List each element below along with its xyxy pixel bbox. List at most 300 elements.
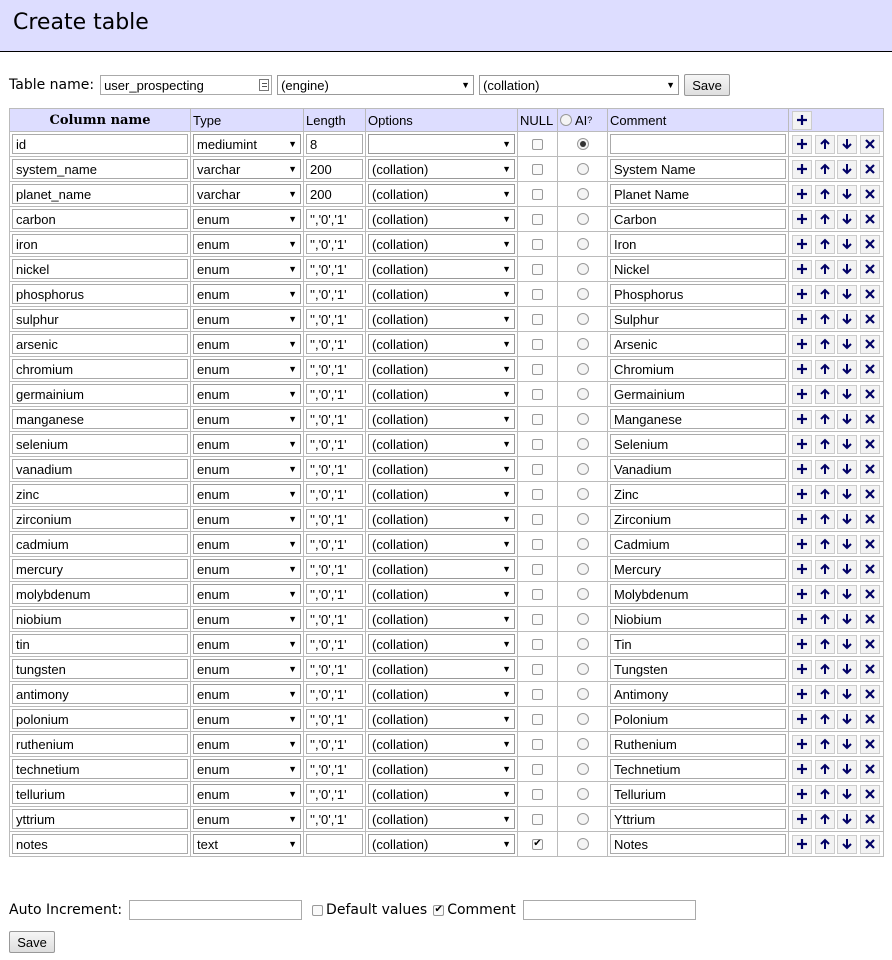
- column-name-input[interactable]: notes: [12, 834, 188, 854]
- auto-increment-radio[interactable]: [577, 413, 589, 425]
- column-comment-input[interactable]: Sulphur: [610, 309, 786, 329]
- move-down-button[interactable]: [837, 685, 857, 704]
- column-name-input[interactable]: polonium: [12, 709, 188, 729]
- move-up-button[interactable]: [815, 460, 835, 479]
- column-name-input[interactable]: chromium: [12, 359, 188, 379]
- auto-increment-radio[interactable]: [577, 463, 589, 475]
- length-input[interactable]: '','0','1': [306, 259, 363, 279]
- null-checkbox[interactable]: [532, 239, 543, 250]
- options-select[interactable]: (collation) ▼: [368, 359, 515, 379]
- type-select[interactable]: varchar ▼: [193, 159, 301, 179]
- column-comment-input[interactable]: Cadmium: [610, 534, 786, 554]
- type-select[interactable]: enum ▼: [193, 634, 301, 654]
- move-down-button[interactable]: [837, 260, 857, 279]
- move-down-button[interactable]: [837, 335, 857, 354]
- remove-row-button[interactable]: [860, 485, 880, 504]
- add-row-button[interactable]: [792, 360, 812, 379]
- add-row-button[interactable]: [792, 260, 812, 279]
- auto-increment-radio[interactable]: [577, 338, 589, 350]
- add-row-button[interactable]: [792, 185, 812, 204]
- move-up-button[interactable]: [815, 335, 835, 354]
- move-up-button[interactable]: [815, 485, 835, 504]
- add-row-button[interactable]: [792, 210, 812, 229]
- column-comment-input[interactable]: Ruthenium: [610, 734, 786, 754]
- column-name-input[interactable]: phosphorus: [12, 284, 188, 304]
- ai-help-link[interactable]: ?: [587, 115, 593, 125]
- add-row-button[interactable]: [792, 685, 812, 704]
- auto-increment-radio[interactable]: [577, 313, 589, 325]
- remove-row-button[interactable]: [860, 310, 880, 329]
- column-comment-input[interactable]: Germainium: [610, 384, 786, 404]
- auto-increment-radio[interactable]: [577, 388, 589, 400]
- type-select[interactable]: varchar ▼: [193, 184, 301, 204]
- remove-row-button[interactable]: [860, 510, 880, 529]
- null-checkbox[interactable]: [532, 789, 543, 800]
- remove-row-button[interactable]: [860, 710, 880, 729]
- auto-increment-radio[interactable]: [577, 838, 589, 850]
- auto-increment-radio[interactable]: [577, 763, 589, 775]
- add-row-button[interactable]: [792, 560, 812, 579]
- auto-increment-radio[interactable]: [577, 788, 589, 800]
- options-select[interactable]: (collation) ▼: [368, 759, 515, 779]
- length-input[interactable]: '','0','1': [306, 609, 363, 629]
- remove-row-button[interactable]: [860, 535, 880, 554]
- options-select[interactable]: (collation) ▼: [368, 284, 515, 304]
- save-button[interactable]: Save: [9, 931, 55, 953]
- type-select[interactable]: enum ▼: [193, 209, 301, 229]
- column-comment-input[interactable]: Polonium: [610, 709, 786, 729]
- auto-increment-radio[interactable]: [577, 538, 589, 550]
- engine-select[interactable]: (engine) ▼: [277, 75, 474, 95]
- remove-row-button[interactable]: [860, 135, 880, 154]
- move-up-button[interactable]: [815, 435, 835, 454]
- type-select[interactable]: enum ▼: [193, 534, 301, 554]
- type-select[interactable]: enum ▼: [193, 334, 301, 354]
- null-checkbox[interactable]: [532, 389, 543, 400]
- auto-increment-radio[interactable]: [577, 138, 589, 150]
- length-input[interactable]: 200: [306, 184, 363, 204]
- type-select[interactable]: enum ▼: [193, 434, 301, 454]
- column-name-input[interactable]: carbon: [12, 209, 188, 229]
- remove-row-button[interactable]: [860, 260, 880, 279]
- move-up-button[interactable]: [815, 385, 835, 404]
- column-name-input[interactable]: tin: [12, 634, 188, 654]
- remove-row-button[interactable]: [860, 685, 880, 704]
- move-down-button[interactable]: [837, 735, 857, 754]
- remove-row-button[interactable]: [860, 785, 880, 804]
- auto-increment-radio[interactable]: [577, 738, 589, 750]
- auto-increment-radio[interactable]: [577, 638, 589, 650]
- length-input[interactable]: '','0','1': [306, 584, 363, 604]
- column-name-input[interactable]: system_name: [12, 159, 188, 179]
- table-name-input[interactable]: user_prospecting: [100, 75, 272, 95]
- length-input[interactable]: 8: [306, 134, 363, 154]
- add-row-button[interactable]: [792, 235, 812, 254]
- type-select[interactable]: enum ▼: [193, 259, 301, 279]
- move-down-button[interactable]: [837, 410, 857, 429]
- add-row-button[interactable]: [792, 335, 812, 354]
- options-select[interactable]: (collation) ▼: [368, 484, 515, 504]
- column-name-input[interactable]: id: [12, 134, 188, 154]
- column-name-input[interactable]: zinc: [12, 484, 188, 504]
- move-up-button[interactable]: [815, 810, 835, 829]
- column-comment-input[interactable]: Chromium: [610, 359, 786, 379]
- auto-increment-radio[interactable]: [577, 588, 589, 600]
- add-row-button[interactable]: [792, 735, 812, 754]
- auto-increment-radio[interactable]: [577, 438, 589, 450]
- column-name-input[interactable]: iron: [12, 234, 188, 254]
- save-button-top[interactable]: Save: [684, 74, 730, 96]
- auto-increment-radio[interactable]: [577, 188, 589, 200]
- remove-row-button[interactable]: [860, 360, 880, 379]
- type-select[interactable]: enum ▼: [193, 234, 301, 254]
- remove-row-button[interactable]: [860, 660, 880, 679]
- move-up-button[interactable]: [815, 735, 835, 754]
- column-name-input[interactable]: technetium: [12, 759, 188, 779]
- options-select[interactable]: (collation) ▼: [368, 234, 515, 254]
- move-up-button[interactable]: [815, 760, 835, 779]
- auto-increment-radio[interactable]: [577, 163, 589, 175]
- move-up-button[interactable]: [815, 185, 835, 204]
- move-down-button[interactable]: [837, 235, 857, 254]
- auto-increment-radio[interactable]: [577, 238, 589, 250]
- move-up-button[interactable]: [815, 260, 835, 279]
- move-down-button[interactable]: [837, 385, 857, 404]
- null-checkbox[interactable]: [532, 814, 543, 825]
- options-select[interactable]: [368, 134, 515, 154]
- type-select[interactable]: mediumint ▼: [193, 134, 301, 154]
- move-up-button[interactable]: [815, 785, 835, 804]
- length-input[interactable]: '','0','1': [306, 234, 363, 254]
- remove-row-button[interactable]: [860, 160, 880, 179]
- null-checkbox[interactable]: [532, 589, 543, 600]
- move-down-button[interactable]: [837, 535, 857, 554]
- options-select[interactable]: (collation) ▼: [368, 709, 515, 729]
- type-select[interactable]: enum ▼: [193, 309, 301, 329]
- input-menu-icon[interactable]: [259, 79, 269, 91]
- remove-row-button[interactable]: [860, 185, 880, 204]
- add-row-button[interactable]: [792, 385, 812, 404]
- null-checkbox[interactable]: [532, 714, 543, 725]
- null-checkbox[interactable]: [532, 314, 543, 325]
- collation-select[interactable]: (collation) ▼: [479, 75, 679, 95]
- type-select[interactable]: enum ▼: [193, 384, 301, 404]
- add-row-button[interactable]: [792, 710, 812, 729]
- move-down-button[interactable]: [837, 835, 857, 854]
- move-down-button[interactable]: [837, 210, 857, 229]
- move-up-button[interactable]: [815, 360, 835, 379]
- null-checkbox[interactable]: [532, 464, 543, 475]
- move-up-button[interactable]: [815, 310, 835, 329]
- move-up-button[interactable]: [815, 210, 835, 229]
- move-down-button[interactable]: [837, 810, 857, 829]
- null-checkbox[interactable]: [532, 539, 543, 550]
- add-row-button[interactable]: [792, 135, 812, 154]
- add-row-button[interactable]: [792, 435, 812, 454]
- length-input[interactable]: '','0','1': [306, 459, 363, 479]
- auto-increment-radio[interactable]: [577, 488, 589, 500]
- options-select[interactable]: (collation) ▼: [368, 634, 515, 654]
- null-checkbox[interactable]: [532, 264, 543, 275]
- null-checkbox[interactable]: [532, 214, 543, 225]
- move-down-button[interactable]: [837, 485, 857, 504]
- type-select[interactable]: enum ▼: [193, 709, 301, 729]
- move-up-button[interactable]: [815, 660, 835, 679]
- move-down-button[interactable]: [837, 560, 857, 579]
- add-row-button[interactable]: [792, 660, 812, 679]
- length-input[interactable]: '','0','1': [306, 559, 363, 579]
- move-down-button[interactable]: [837, 785, 857, 804]
- options-select[interactable]: (collation) ▼: [368, 559, 515, 579]
- options-select[interactable]: (collation) ▼: [368, 534, 515, 554]
- column-name-input[interactable]: planet_name: [12, 184, 188, 204]
- options-select[interactable]: (collation) ▼: [368, 259, 515, 279]
- null-checkbox[interactable]: [532, 514, 543, 525]
- remove-row-button[interactable]: [860, 810, 880, 829]
- add-row-button[interactable]: [792, 610, 812, 629]
- add-row-button[interactable]: [792, 410, 812, 429]
- options-select[interactable]: (collation) ▼: [368, 184, 515, 204]
- remove-row-button[interactable]: [860, 235, 880, 254]
- move-down-button[interactable]: [837, 435, 857, 454]
- move-up-button[interactable]: [815, 610, 835, 629]
- column-name-input[interactable]: nickel: [12, 259, 188, 279]
- column-comment-input[interactable]: Selenium: [610, 434, 786, 454]
- auto-increment-radio[interactable]: [577, 213, 589, 225]
- column-name-input[interactable]: zirconium: [12, 509, 188, 529]
- type-select[interactable]: enum ▼: [193, 359, 301, 379]
- column-comment-input[interactable]: Arsenic: [610, 334, 786, 354]
- column-comment-input[interactable]: Molybdenum: [610, 584, 786, 604]
- remove-row-button[interactable]: [860, 560, 880, 579]
- remove-row-button[interactable]: [860, 735, 880, 754]
- remove-row-button[interactable]: [860, 335, 880, 354]
- move-up-button[interactable]: [815, 585, 835, 604]
- add-row-button[interactable]: [792, 810, 812, 829]
- null-checkbox[interactable]: [532, 489, 543, 500]
- move-up-button[interactable]: [815, 710, 835, 729]
- null-checkbox[interactable]: [532, 564, 543, 575]
- ai-none-radio[interactable]: [560, 114, 572, 126]
- column-comment-input[interactable]: Tin: [610, 634, 786, 654]
- move-down-button[interactable]: [837, 660, 857, 679]
- type-select[interactable]: enum ▼: [193, 759, 301, 779]
- length-input[interactable]: '','0','1': [306, 659, 363, 679]
- move-down-button[interactable]: [837, 160, 857, 179]
- column-comment-input[interactable]: Manganese: [610, 409, 786, 429]
- length-input[interactable]: 200: [306, 159, 363, 179]
- options-select[interactable]: (collation) ▼: [368, 309, 515, 329]
- add-row-button[interactable]: [792, 635, 812, 654]
- length-input[interactable]: '','0','1': [306, 809, 363, 829]
- column-name-input[interactable]: sulphur: [12, 309, 188, 329]
- null-checkbox[interactable]: [532, 339, 543, 350]
- column-comment-input[interactable]: Technetium: [610, 759, 786, 779]
- column-name-input[interactable]: vanadium: [12, 459, 188, 479]
- move-up-button[interactable]: [815, 235, 835, 254]
- column-comment-input[interactable]: Niobium: [610, 609, 786, 629]
- options-select[interactable]: (collation) ▼: [368, 434, 515, 454]
- column-comment-input[interactable]: Yttrium: [610, 809, 786, 829]
- column-comment-input[interactable]: Iron: [610, 234, 786, 254]
- length-input[interactable]: '','0','1': [306, 684, 363, 704]
- move-up-button[interactable]: [815, 285, 835, 304]
- options-select[interactable]: (collation) ▼: [368, 334, 515, 354]
- column-name-input[interactable]: mercury: [12, 559, 188, 579]
- auto-increment-radio[interactable]: [577, 288, 589, 300]
- column-name-input[interactable]: arsenic: [12, 334, 188, 354]
- options-select[interactable]: (collation) ▼: [368, 209, 515, 229]
- column-comment-input[interactable]: Tellurium: [610, 784, 786, 804]
- null-checkbox[interactable]: [532, 164, 543, 175]
- move-down-button[interactable]: [837, 460, 857, 479]
- null-checkbox[interactable]: [532, 689, 543, 700]
- column-comment-input[interactable]: Notes: [610, 834, 786, 854]
- auto-increment-radio[interactable]: [577, 563, 589, 575]
- remove-row-button[interactable]: [860, 435, 880, 454]
- column-name-input[interactable]: germainium: [12, 384, 188, 404]
- length-input[interactable]: [306, 834, 363, 854]
- move-down-button[interactable]: [837, 710, 857, 729]
- length-input[interactable]: '','0','1': [306, 734, 363, 754]
- type-select[interactable]: text ▼: [193, 834, 301, 854]
- type-select[interactable]: enum ▼: [193, 459, 301, 479]
- null-checkbox[interactable]: [532, 664, 543, 675]
- add-column-button[interactable]: [792, 111, 812, 130]
- options-select[interactable]: (collation) ▼: [368, 409, 515, 429]
- options-select[interactable]: (collation) ▼: [368, 659, 515, 679]
- null-checkbox[interactable]: [532, 189, 543, 200]
- remove-row-button[interactable]: [860, 410, 880, 429]
- column-comment-input[interactable]: Tungsten: [610, 659, 786, 679]
- options-select[interactable]: (collation) ▼: [368, 734, 515, 754]
- move-up-button[interactable]: [815, 160, 835, 179]
- remove-row-button[interactable]: [860, 460, 880, 479]
- comment-checkbox[interactable]: ✔: [434, 904, 443, 915]
- move-down-button[interactable]: [837, 510, 857, 529]
- null-checkbox[interactable]: [532, 614, 543, 625]
- add-row-button[interactable]: [792, 535, 812, 554]
- column-name-input[interactable]: cadmium: [12, 534, 188, 554]
- auto-increment-radio[interactable]: [577, 613, 589, 625]
- move-up-button[interactable]: [815, 135, 835, 154]
- column-name-input[interactable]: tungsten: [12, 659, 188, 679]
- column-name-input[interactable]: yttrium: [12, 809, 188, 829]
- auto-increment-radio[interactable]: [577, 363, 589, 375]
- remove-row-button[interactable]: [860, 210, 880, 229]
- column-name-input[interactable]: niobium: [12, 609, 188, 629]
- auto-increment-radio[interactable]: [577, 513, 589, 525]
- options-select[interactable]: (collation) ▼: [368, 784, 515, 804]
- null-checkbox[interactable]: [532, 414, 543, 425]
- remove-row-button[interactable]: [860, 610, 880, 629]
- type-select[interactable]: enum ▼: [193, 609, 301, 629]
- length-input[interactable]: '','0','1': [306, 759, 363, 779]
- null-checkbox[interactable]: [532, 289, 543, 300]
- table-comment-input[interactable]: [523, 900, 696, 920]
- column-comment-input[interactable]: Zirconium: [610, 509, 786, 529]
- options-select[interactable]: (collation) ▼: [368, 584, 515, 604]
- column-name-input[interactable]: molybdenum: [12, 584, 188, 604]
- length-input[interactable]: '','0','1': [306, 209, 363, 229]
- options-select[interactable]: (collation) ▼: [368, 509, 515, 529]
- column-comment-input[interactable]: Carbon: [610, 209, 786, 229]
- type-select[interactable]: enum ▼: [193, 509, 301, 529]
- add-row-button[interactable]: [792, 760, 812, 779]
- length-input[interactable]: '','0','1': [306, 359, 363, 379]
- options-select[interactable]: (collation) ▼: [368, 384, 515, 404]
- move-down-button[interactable]: [837, 185, 857, 204]
- length-input[interactable]: '','0','1': [306, 284, 363, 304]
- remove-row-button[interactable]: [860, 635, 880, 654]
- remove-row-button[interactable]: [860, 835, 880, 854]
- remove-row-button[interactable]: [860, 760, 880, 779]
- move-up-button[interactable]: [815, 560, 835, 579]
- remove-row-button[interactable]: [860, 385, 880, 404]
- options-select[interactable]: (collation) ▼: [368, 609, 515, 629]
- options-select[interactable]: (collation) ▼: [368, 684, 515, 704]
- column-comment-input[interactable]: Mercury: [610, 559, 786, 579]
- null-checkbox[interactable]: [532, 364, 543, 375]
- move-up-button[interactable]: [815, 535, 835, 554]
- move-down-button[interactable]: [837, 360, 857, 379]
- move-up-button[interactable]: [815, 510, 835, 529]
- add-row-button[interactable]: [792, 585, 812, 604]
- add-row-button[interactable]: [792, 160, 812, 179]
- add-row-button[interactable]: [792, 835, 812, 854]
- length-input[interactable]: '','0','1': [306, 434, 363, 454]
- column-comment-input[interactable]: System Name: [610, 159, 786, 179]
- auto-increment-radio[interactable]: [577, 688, 589, 700]
- column-comment-input[interactable]: Planet Name: [610, 184, 786, 204]
- column-comment-input[interactable]: Nickel: [610, 259, 786, 279]
- null-checkbox[interactable]: [532, 764, 543, 775]
- options-select[interactable]: (collation) ▼: [368, 459, 515, 479]
- move-up-button[interactable]: [815, 410, 835, 429]
- length-input[interactable]: '','0','1': [306, 534, 363, 554]
- length-input[interactable]: '','0','1': [306, 709, 363, 729]
- options-select[interactable]: (collation) ▼: [368, 809, 515, 829]
- type-select[interactable]: enum ▼: [193, 659, 301, 679]
- column-comment-input[interactable]: Zinc: [610, 484, 786, 504]
- move-down-button[interactable]: [837, 610, 857, 629]
- type-select[interactable]: enum ▼: [193, 409, 301, 429]
- column-comment-input[interactable]: Vanadium: [610, 459, 786, 479]
- length-input[interactable]: '','0','1': [306, 784, 363, 804]
- null-checkbox[interactable]: [532, 439, 543, 450]
- column-name-input[interactable]: ruthenium: [12, 734, 188, 754]
- auto-increment-radio[interactable]: [577, 663, 589, 675]
- move-up-button[interactable]: [815, 635, 835, 654]
- null-checkbox[interactable]: ✔: [533, 838, 542, 849]
- auto-increment-radio[interactable]: [577, 813, 589, 825]
- add-row-button[interactable]: [792, 310, 812, 329]
- add-row-button[interactable]: [792, 785, 812, 804]
- auto-increment-radio[interactable]: [577, 263, 589, 275]
- length-input[interactable]: '','0','1': [306, 384, 363, 404]
- move-down-button[interactable]: [837, 310, 857, 329]
- length-input[interactable]: '','0','1': [306, 509, 363, 529]
- length-input[interactable]: '','0','1': [306, 634, 363, 654]
- add-row-button[interactable]: [792, 460, 812, 479]
- type-select[interactable]: enum ▼: [193, 684, 301, 704]
- move-down-button[interactable]: [837, 585, 857, 604]
- move-down-button[interactable]: [837, 760, 857, 779]
- length-input[interactable]: '','0','1': [306, 309, 363, 329]
- move-down-button[interactable]: [837, 285, 857, 304]
- move-down-button[interactable]: [837, 135, 857, 154]
- type-select[interactable]: enum ▼: [193, 559, 301, 579]
